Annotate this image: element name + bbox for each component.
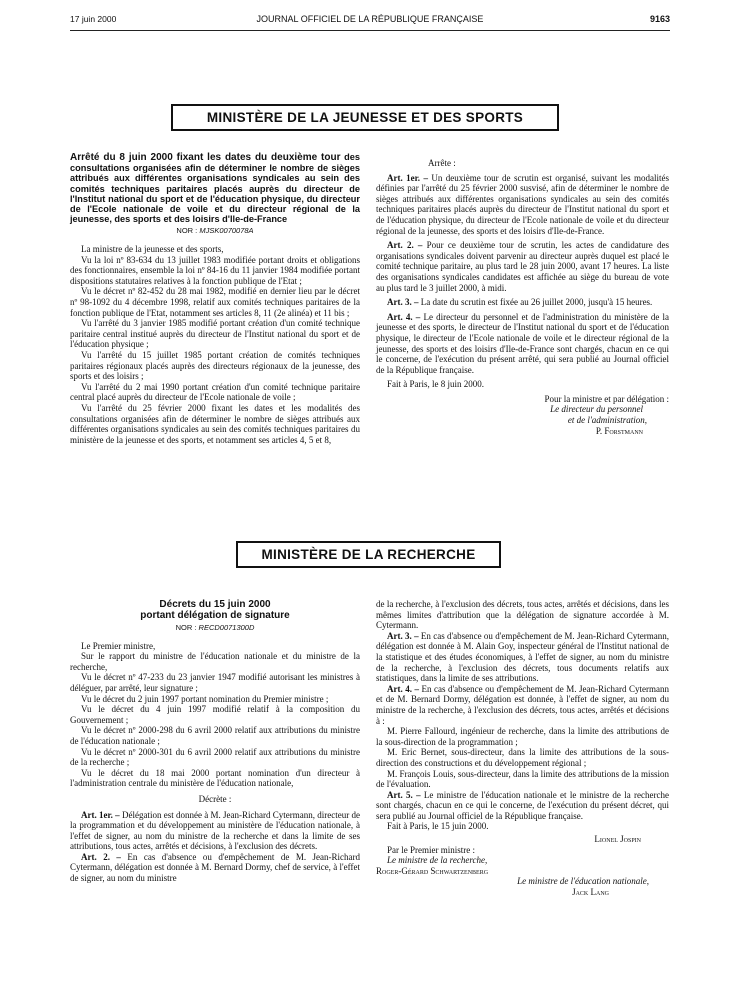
decret-article-5 [376,790,669,822]
decrete-keyword: Décrète : [198,793,232,804]
pm-signature: Lionel Jospin [594,834,641,845]
decret-article-4 [376,684,669,726]
nor-label: NOR : [175,623,197,632]
nor-code: RECD0071300D [198,623,255,632]
article-label: Art. 4. – [387,311,421,322]
visa-line: Vu le décret nº 47-233 du 23 janvier 1947 modifié autorisant les ministres à déléguer, par arrêté, leur signature ; [70,672,360,693]
article-label: Art. 3. – [387,297,419,308]
ministry-heading-sports: MINISTÈRE DE LA JEUNESSE ET DES SPORTS [171,104,559,131]
page-header [70,14,670,28]
arrete-keyword: Arrête : [428,158,456,168]
article-label: Art. 4. – [387,683,420,694]
article-text: En cas d'absence ou d'empêchement de M. Jean-Richard Cytermann, délégation est donnée à M. Bernard Dormy, chef de service, à l'effet de signer, au nom du ministre [70,851,361,884]
article-label: Art. 3. – [387,630,419,641]
journal-title: JOURNAL OFFICIEL DE LA RÉPUBLIQUE FRANÇAISE [256,14,484,24]
article-label: Art. 1er. – [387,172,428,183]
article-3 [376,297,669,308]
visa-line: La ministre de la jeunesse et des sports, [81,244,224,255]
article-text: Pour ce deuxième tour de scrutin, les actes de candidature des organisations syndicales doivent parvenir au directeur auprès duquel est placé le comité technique paritaire, au plus tard le 28 juin 2000, avant 17 heures. La liste des organisations syndicales candidates est affichée au siège du bureau de vote au plus tard le 3 juillet 2000, à midi. [376,240,669,293]
delegation-line: Pour la ministre et par délégation : [544,393,669,404]
delegate-item: M. Eric Bernet, sous-directeur, dans la limite des attributions de la sous-direction des constructions et du développement régional ; [376,747,669,768]
header-rule [70,30,670,31]
decret-right-column [376,599,669,898]
article-label: Art. 5. – [387,789,421,800]
rech-signature: Roger-Gérard Schwartzenberg [376,865,489,876]
visa-line: Vu le décret du 18 mai 2000 portant nomination d'un directeur à l'administration centrale du ministère de l'éducation nationale, [70,767,360,789]
article-label: Art. 2. – [387,240,423,251]
visa-line: Vu l'arrêté du 3 janvier 1985 modifié portant création d'un comité technique paritaire central institué auprès du directeur de l'Institut national du sport et de l'éducation physique ; [70,318,360,350]
visa-line: Vu le décret nº 2000-301 du 6 avril 2000 relatif aux attributions du ministre de la recherche ; [70,746,360,768]
decret-article-2 [70,852,360,884]
article-1 [376,173,669,237]
signatory-role: Le directeur du personnel [550,404,643,415]
decret-left-column [70,599,360,884]
nor-reference [70,226,360,237]
issue-date: 17 juin 2000 [70,14,117,24]
arrete-right-column [376,158,669,436]
article-label: Art. 1er. – [81,809,120,820]
arrete-title [70,152,360,224]
decret-title-line2: portant délégation de signature [140,610,290,621]
visa-line: Vu l'arrêté du 25 février 2000 fixant les dates et les modalités des consultations organisées afin de déterminer le nombre de sièges attribués aux différentes organisations syndicales au sein des comités techniques paritaires du ministère de la jeunesse et des sports, et notamment ses articles 4, 5 et 8, [70,402,360,445]
educ-signature: Jack Lang [572,887,609,898]
article-text: Un deuxième tour de scrutin est organisé, suivant les modalités définies par l'arrêté du 25 février 2000 susvisé, afin de déterminer le nombre de sièges attribués aux différentes organisations syndicales au sein des comités techniques paritaires placés auprès du directeur de l'Institut national du sport et de l'éducation physique, du directeur de l'Ecole nationale de voile et du directeur régional de la jeunesse, des sports et des loisirs d'Ile-de-France. [376,172,670,236]
nor-label: NOR : [176,226,198,236]
visa-line: Vu la loi nº 83-634 du 13 juillet 1983 modifiée portant droits et obligations des fonctionnaires, ensemble la loi nº 84-16 du 11 janvier 1984 modifiée portant dispositions statutaires relatives à la fonction publique de l'Etat ; [70,254,360,286]
signatory-name: P. Forstmann [595,425,643,436]
decret-title-line1: Décrets du 15 juin 2000 [159,599,271,610]
visa-line: Vu le décret du 4 juin 1997 modifié relatif à la composition du Gouvernement ; [70,704,360,725]
fait-line: Fait à Paris, le 8 juin 2000. [387,379,484,390]
decret-article-1 [70,810,360,852]
visa-line: Vu l'arrêté du 15 juillet 1985 portant création de comités techniques paritaires régionaux placés auprès des directeurs régionaux de la jeunesse, des sports et des loisirs ; [70,349,360,382]
visa-line: Vu l'arrêté du 2 mai 1990 portant création d'un comité technique paritaire central placé auprès du directeur de l'Ecole nationale de voile ; [70,381,360,403]
visa-line: Vu le décret nº 2000-298 du 6 avril 2000 relatif aux attributions du ministre de l'éducation nationale ; [70,725,360,746]
article-text: Délégation est donnée à M. Jean-Richard Cytermann, directeur de la programmation et du développement au ministère de l'éducation nationale, à l'effet de signer, au nom du ministre de la recherche et dans la limite de ses attributions, tous actes, arrêtés et décisions, à l'exclusion des décrets. [70,809,360,852]
signatory-role-2: et de l'administration, [567,415,647,426]
educ-role: Le ministre de l'éducation nationale, [517,876,649,887]
ministry-heading-recherche: MINISTÈRE DE LA RECHERCHE [236,541,501,568]
visa-line: Sur le rapport du ministre de l'éducation nationale et du ministre de la recherche, [70,651,360,672]
article-2-continued: de la recherche, à l'exclusion des décrets, tous actes, arrêtés et décisions, dans les mêmes limites d'attribution que la délégation de signature accordée à M. Cytermann. [376,599,669,631]
arrete-title-rest: des consultations organisées afin de déterminer le nombre de sièges attribués aux différentes organisations syndicales au sein des comités techniques paritaires placés auprès du directeur de l'Institut national du sport et de l'éducation physique, du directeur de l'Ecole nationale de voile et du directeur régional de la jeunesse, des sports et des loisirs d'Ile-de-France [70,152,360,225]
fait-line-2: Fait à Paris, le 15 juin 2000. [387,821,489,832]
article-text: Le ministre de l'éducation nationale et le ministre de la recherche sont chargés, chacun en ce qui le concerne, de l'exécution du présent décret, qui sera publié au Journal officiel de la République française. [376,789,669,821]
nor-code: MJSK0070078A [199,226,254,236]
rech-role: Le ministre de la recherche, [387,855,488,866]
decret-article-3 [376,631,669,684]
visa-line: Vu le décret du 2 juin 1997 portant nomination du Premier ministre ; [81,693,329,704]
pm-line: Par le Premier ministre : [387,844,475,855]
delegate-item: M. François Louis, sous-directeur, dans la limite des attributions de la mission de l'évaluation. [376,768,669,790]
article-text: La date du scrutin est fixée au 26 juillet 2000, jusqu'à 15 heures. [420,297,653,308]
article-2 [376,240,669,293]
visa-line: Le Premier ministre, [81,640,156,651]
arrete-title-first: Arrêté du 8 juin 2000 fixant les dates du deuxième tour [70,152,341,163]
article-4 [376,312,669,376]
page-number: 9163 [649,14,670,24]
nor-reference-2 [70,623,360,634]
arrete-left-column [70,152,360,445]
article-label: Art. 2. – [81,851,121,862]
article-text: En cas d'absence ou d'empêchement de M. Jean-Richard Cytermann et de M. Bernard Dormy, délégation est donnée, à l'effet de signer, au nom du ministre de la recherche, à l'exclusion des décrets, tous actes, arrêtés et décisions à : [376,683,670,726]
visa-line: Vu le décret nº 82-452 du 28 mai 1982, modifié en dernier lieu par le décret nº 98-1092 du 4 décembre 1998, relatif aux comités techniques paritaires de la fonction publique de l'Etat, notamment ses articles 8, 11 (2e alinéa) et 11 bis ; [70,286,360,318]
delegate-item: M. Pierre Fallourd, ingénieur de recherche, dans la limite des attributions de la sous-direction de la programmation ; [376,726,669,747]
article-text: Le directeur du personnel et de l'administration du ministère de la jeunesse et des sports, le directeur de l'Institut national du sport et de l'éducation physique, le directeur de l'Ecole nationale de voile et le directeur régional de la jeunesse, des sports et des loisirs d'Ile-de-France sont chargés, chacun en ce qui le concerne, de l'exécution du présent arrêté, qui sera publié au Journal officiel de la République française. [376,311,669,375]
decret-title [70,599,360,621]
article-text: En cas d'absence ou d'empêchement de M. Jean-Richard Cytermann, délégation est donnée à M. Alain Goy, inspecteur général de l'Institut national de la statistique et des études économiques, à l'effet de signer, au nom du ministre de la recherche, à l'exclusion des décrets, tous documents relatifs aux statistiques, dans la limite de ses attributions. [376,630,670,684]
